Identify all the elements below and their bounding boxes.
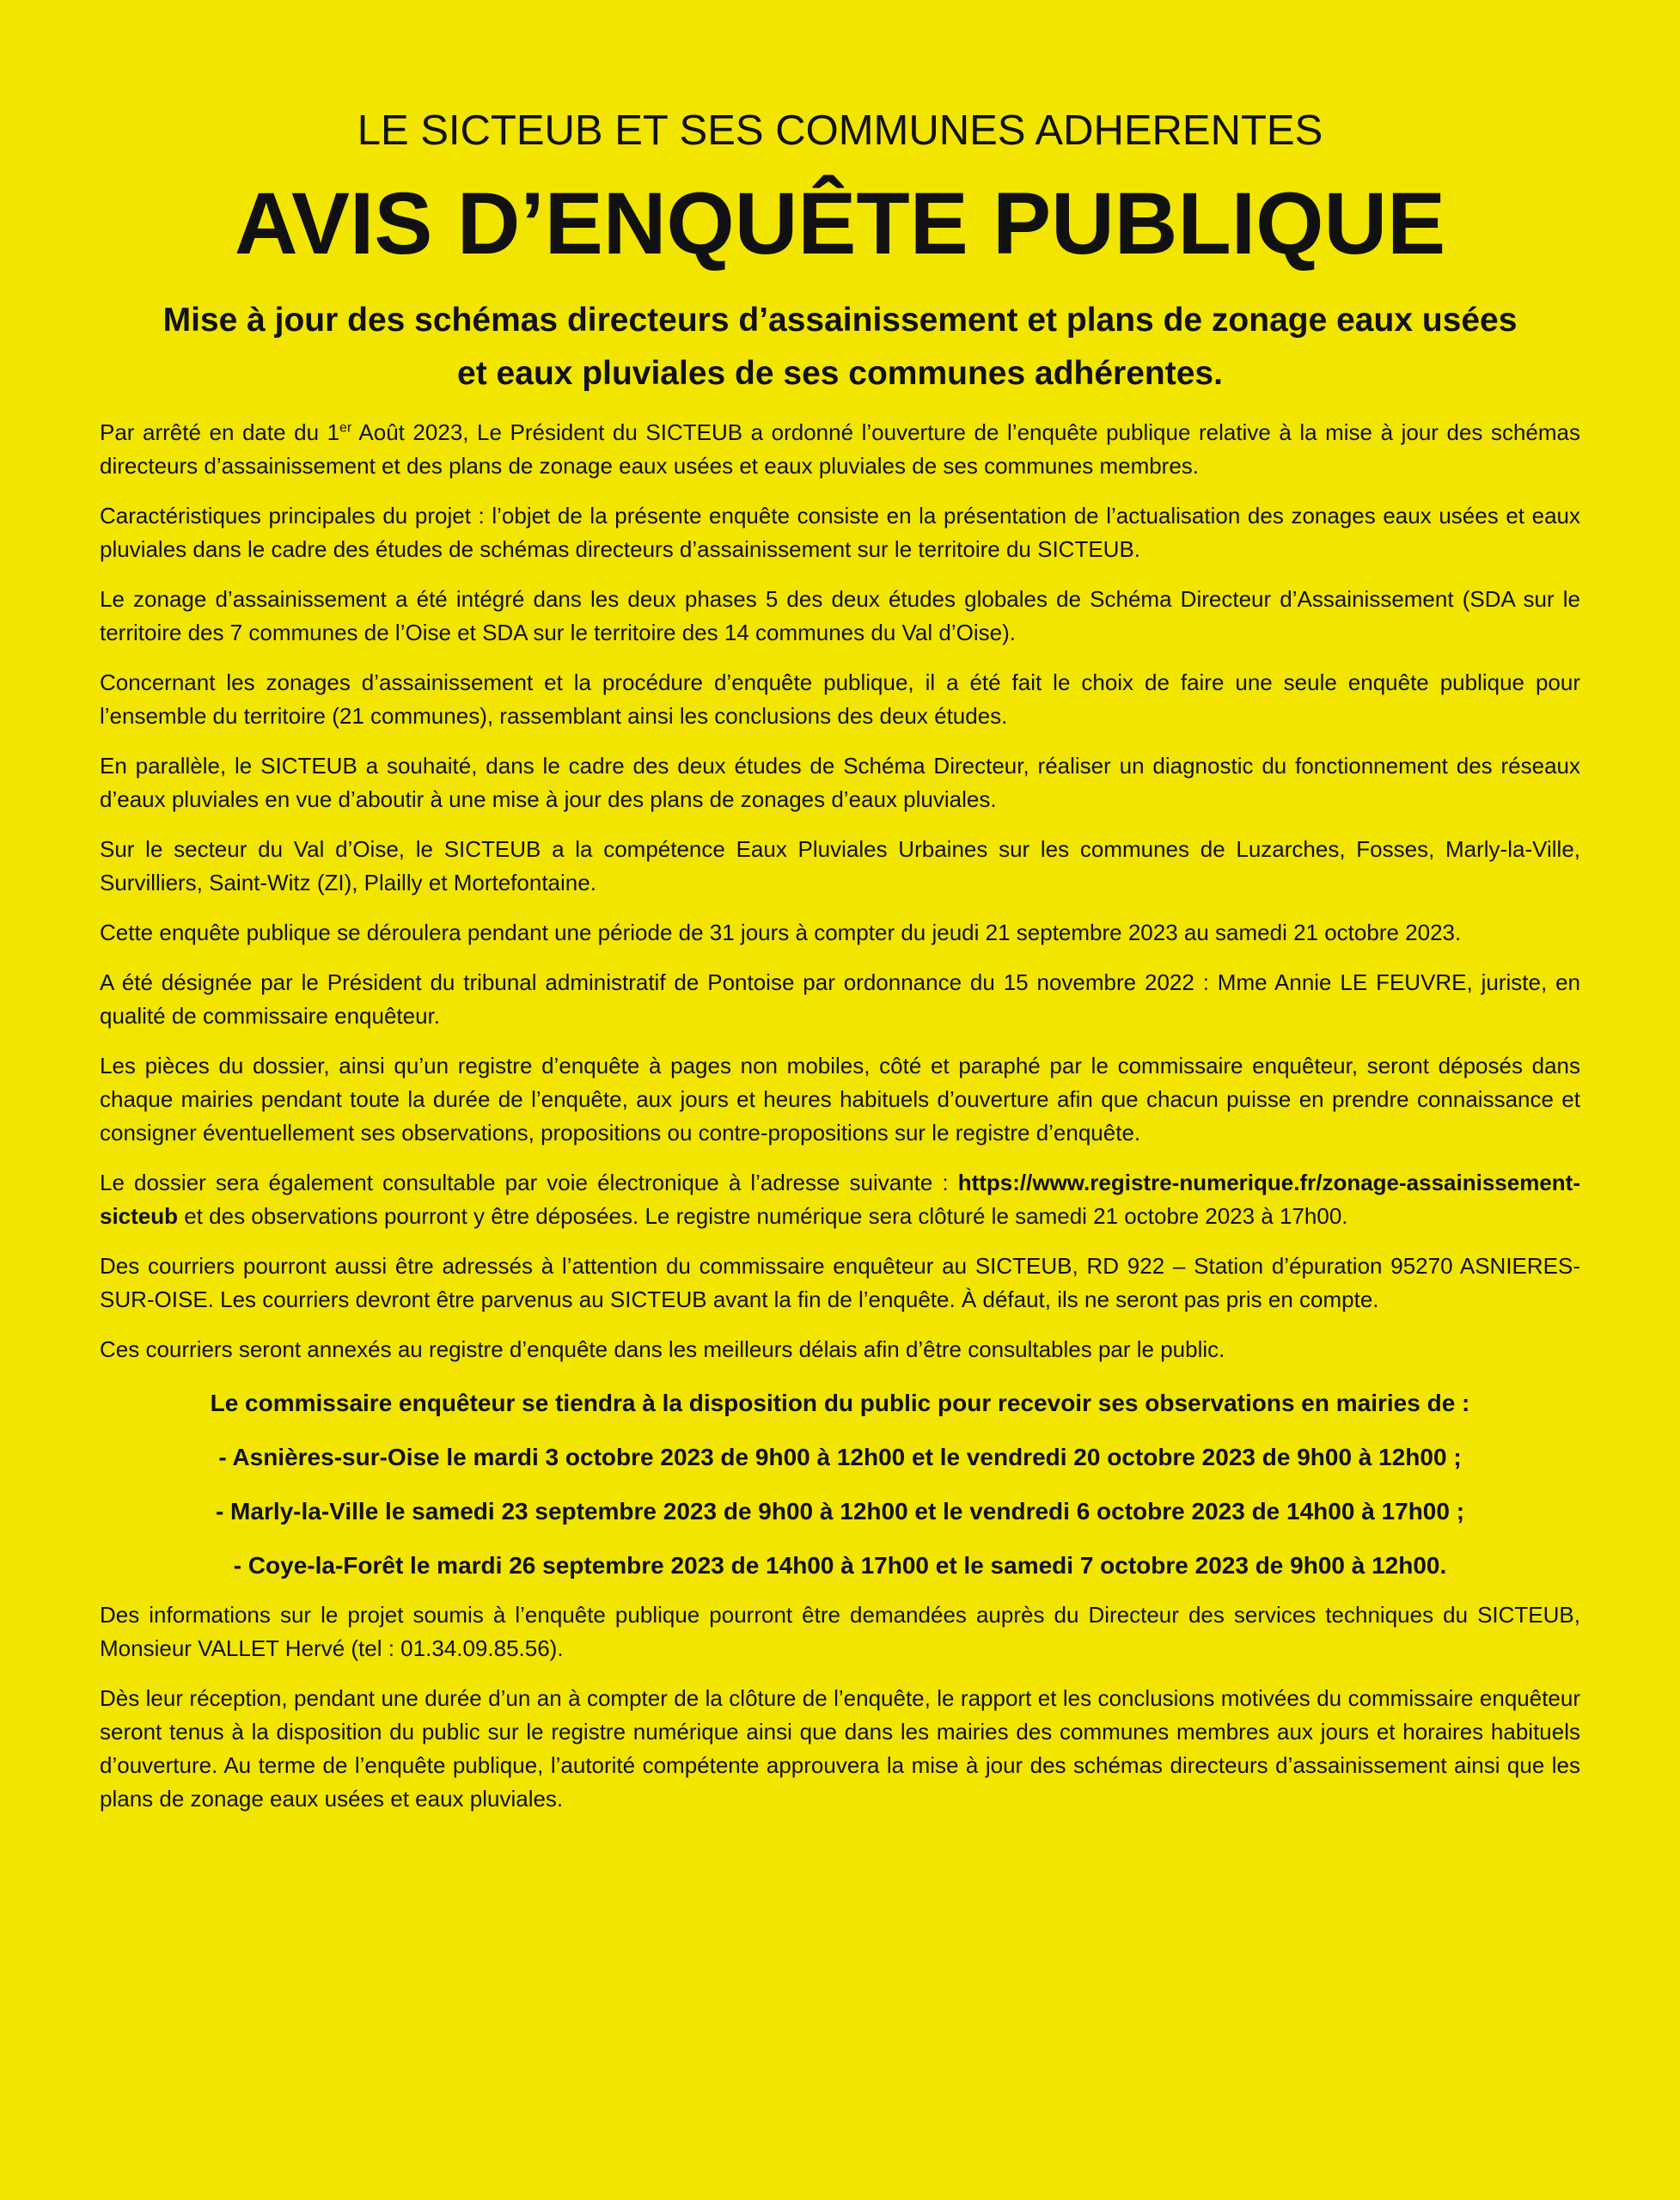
paragraph-online [100,1166,1580,1233]
paragraph-dossier: Les pièces du dossier, ainsi qu’un registre d’enquête à pages non mobiles, côté et paraphé par le commissaire enquêteur, seront déposés dans chaque mairies pendant toute la durée de l’enquête, aux jours et heures habituels d’ouverture afin que chacun puisse en prendre connaissance et consigner éventuellement ses observations, propositions ou contre-propositions sur le registre d’enquête. [100,1053,1580,1146]
permanence-marly: - Marly-la-Ville le samedi 23 septembre 2023 de 9h00 à 12h00 et le vendredi 6 octobre 2023 de 14h00 à 17h00 ; [215,1498,1465,1525]
paragraph-val-doise: Sur le secteur du Val d’Oise, le SICTEUB a la compétence Eaux Pluviales Urbaines sur les communes de Luzarches, Fosses, Marly-la-Ville, Survilliers, Saint-Witz (ZI), Plailly et Mortefontaine. [100,836,1580,895]
paragraph-zoning: Le zonage d’assainissement a été intégré dans les deux phases 5 des deux études globales de Schéma Directeur d’Assainissement (SDA sur le territoire des 7 communes de l’Oise et SDA sur le territoire des 14 communes du Val d’Oise). [100,586,1580,645]
intro-text-after: Août 2023, Le Président du SICTEUB a ordonné l’ouverture de l’enquête publique relative à la mise à jour des schémas directeurs d’assainissement et des plans de zonage eaux usées et eaux pluviales de ses communes membres. [100,419,1580,479]
paragraph-characteristics: Caractéristiques principales du projet : l’objet de la présente enquête consiste en la présentation de l’actualisation des zonages eaux usées et eaux pluviales dans le cadre des études de schémas directeurs d’assainissement sur le territoire du SICTEUB. [100,503,1580,562]
paragraph-commissioner: A été désignée par le Président du tribunal administratif de Pontoise par ordonnance du 15 novembre 2022 : Mme Annie LE FEUVRE, juriste, en qualité de commissaire enquêteur. [100,969,1580,1029]
paragraph-diagnostic: En parallèle, le SICTEUB a souhaité, dans le cadre des deux études de Schéma Directeur, réaliser un diagnostic du fonctionnement des réseaux d’eaux pluviales en vue d’aboutir à une mise à jour des plans de zonages d’eaux pluviales. [100,753,1580,812]
intro-text-before: Par arrêté en date du 1 [100,419,340,445]
page-title: AVIS D’ENQUÊTE PUBLIQUE [234,174,1446,272]
permanences-heading: Le commissaire enquêteur se tiendra à la disposition du public pour recevoir ses observations en mairies de : [210,1390,1470,1416]
paragraph-procedure: Concernant les zonages d’assainissement et la procédure d’enquête publique, il a été fait le choix de faire une seule enquête publique pour l’ensemble du territoire (21 communes), rassemblant ainsi les conclusions des deux études. [100,669,1580,729]
online-text-after: et des observations pourront y être déposées. Le registre numérique sera clôturé le samedi 21 octobre 2023 à 17h00. [178,1203,1348,1229]
online-text-before: Le dossier sera également consultable par voie électronique à l’adresse suivante : [100,1170,958,1195]
permanence-coye: - Coye-la-Forêt le mardi 26 septembre 2023 de 14h00 à 17h00 et le samedi 7 octobre 2023 de 9h00 à 12h00. [233,1552,1447,1579]
subtitle: Mise à jour des schémas directeurs d’assainissement et plans de zonage eaux usées et eaux pluviales de ses communes adhérentes. [162,302,1518,392]
supertitle: LE SICTEUB ET SES COMMUNES ADHERENTES [357,107,1323,154]
permanence-asnieres: - Asnières-sur-Oise le mardi 3 octobre 2023 de 9h00 à 12h00 et le vendredi 20 octobre 2023 de 9h00 à 12h00 ; [218,1444,1462,1470]
paragraph-annex: Ces courriers seront annexés au registre d’enquête dans les meilleurs délais afin d’être consultables par le public. [100,1336,1225,1362]
ordinal-superscript: er [339,420,352,436]
intro-paragraph [100,416,1580,483]
paragraph-information: Des informations sur le projet soumis à l’enquête publique pourront être demandées auprès du Directeur des services techniques du SICTEUB, Monsieur VALLET Hervé (tel : 01.34.09.85.56). [100,1602,1580,1661]
registry-link[interactable]: https://www.registre-numerique.fr/zonage-assainissement-sicteub [100,1170,1580,1229]
paragraph-report: Dès leur réception, pendant une durée d’un an à compter de la clôture de l’enquête, le rapport et les conclusions motivées du commissaire enquêteur seront tenus à la disposition du public sur le registre numérique ainsi que dans les mairies des communes membres aux jours et horaires habituels d’ouverture. Au terme de l’enquête publique, l’autorité compétente approuvera la mise à jour des schémas directeurs d’assainissement ainsi que les plans de zonage eaux usées et eaux pluviales. [100,1685,1580,1812]
paragraph-duration: Cette enquête publique se déroulera pendant une période de 31 jours à compter du jeudi 21 septembre 2023 au samedi 21 octobre 2023. [100,920,1462,945]
paragraph-mail: Des courriers pourront aussi être adressés à l’attention du commissaire enquêteur au SICTEUB, RD 922 – Station d’épuration 95270 ASNIERES-SUR-OISE. Les courriers devront être parvenus au SICTEUB avant la fin de l’enquête. À défaut, ils ne seront pas pris en compte. [100,1253,1580,1312]
